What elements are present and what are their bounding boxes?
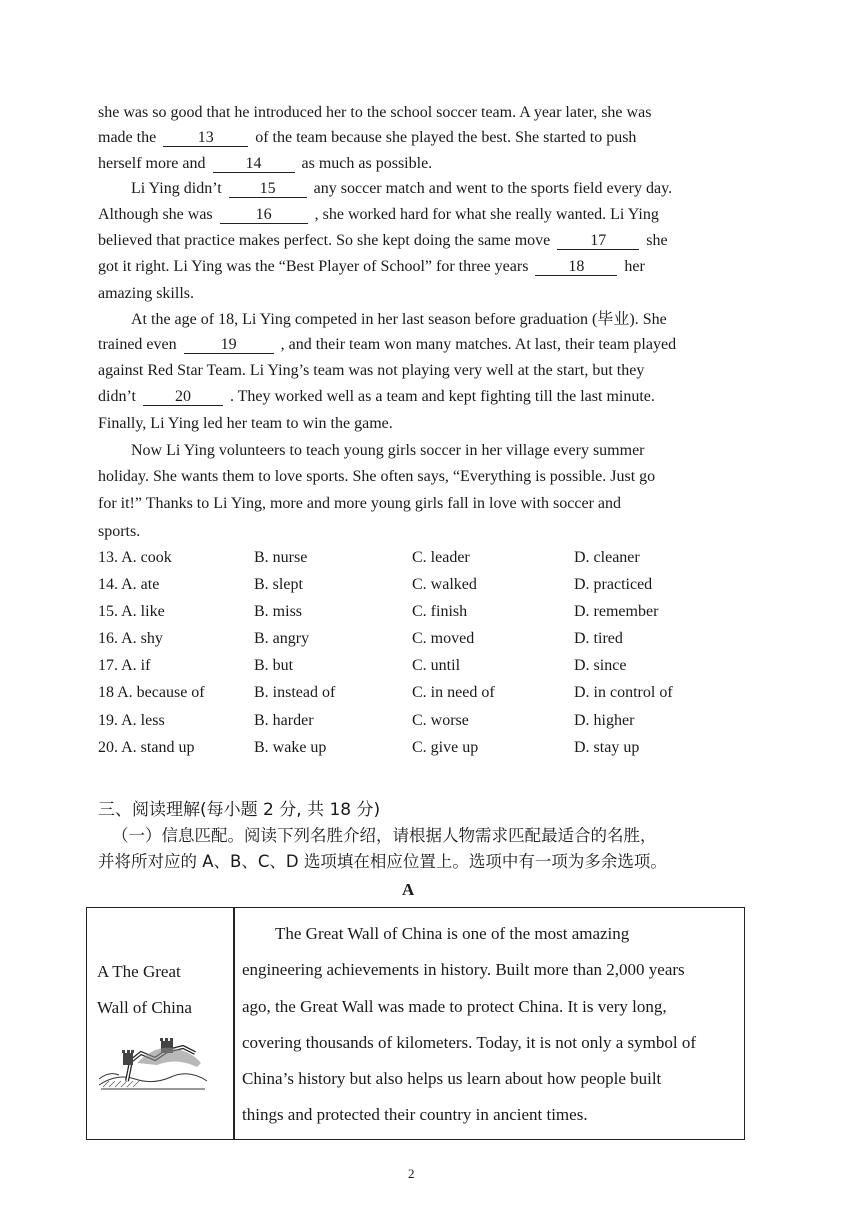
table-divider [233, 908, 235, 1139]
question-options-19 [98, 711, 748, 733]
passage-line: holiday. She wants them to love sports. She often says, “Everything is possible. Just go [98, 468, 656, 485]
passage-text: herself more and [98, 155, 206, 172]
option-c[interactable]: C. until [412, 657, 461, 674]
passage-line [98, 387, 655, 407]
passage-text: . They worked well as a team and kept fighting till the last minute. [229, 388, 655, 405]
passage-line [98, 154, 432, 174]
place-description-line: The Great Wall of China is one of the most amazing [275, 924, 630, 943]
passage-line [131, 179, 672, 199]
passage-text: as much as possible. [301, 155, 433, 172]
passage-text: trained even [98, 336, 177, 353]
instruction-line: （一）信息匹配。阅读下列名胜介绍，请根据人物需求匹配最适合的名胜， [112, 826, 657, 845]
passage-line: Now Li Ying volunteers to teach young girls soccer in her village every summer [131, 442, 645, 459]
page-number: 2 [408, 1166, 415, 1181]
option-b[interactable]: B. instead of [254, 684, 336, 701]
question-options-14 [98, 575, 748, 597]
passage-text: her [624, 258, 645, 275]
passage-line: At the age of 18, Li Ying competed in her last season before graduation (毕业). She [131, 311, 667, 328]
option-d[interactable]: D. in control of [574, 684, 673, 701]
place-description-line: covering thousands of kilometers. Today, it is not only a symbol of [242, 1033, 696, 1052]
instruction-line: 并将所对应的 A、B、C、D 选项填在相应位置上。选项中有一项为多余选项。 [98, 852, 667, 871]
passage-text: , and their team won many matches. At last, their team played [280, 336, 677, 353]
place-description-line: things and protected their country in ancient times. [242, 1105, 588, 1124]
passage-line: against Red Star Team. Li Ying’s team was not playing very well at the start, but they [98, 362, 645, 379]
place-description-line: ago, the Great Wall was made to protect China. It is very long, [242, 997, 667, 1016]
passage-line [98, 231, 668, 251]
answer-blank-16[interactable]: 16 [220, 206, 308, 224]
option-b[interactable]: B. but [254, 657, 294, 674]
option-c[interactable]: C. finish [412, 603, 468, 620]
answer-blank-13[interactable]: 13 [163, 129, 248, 147]
passage-line: she was so good that he introduced her to the school soccer team. A year later, she was [98, 104, 652, 121]
question-options-17 [98, 656, 748, 678]
passage-text: believed that practice makes perfect. So she kept doing the same move [98, 232, 551, 249]
part-label: A [402, 880, 415, 899]
answer-blank-15[interactable]: 15 [229, 180, 307, 198]
place-name: A The Great [97, 962, 181, 981]
passage-text: didn’t [98, 388, 136, 405]
passage-line: sports. [98, 523, 141, 540]
question-options-13 [98, 548, 748, 570]
option-c[interactable]: C. in need of [412, 684, 495, 701]
option-c[interactable]: C. worse [412, 712, 469, 729]
passage-line [98, 257, 645, 277]
section-heading: 三、阅读理解(每小题 2 分, 共 18 分) [98, 800, 381, 820]
option-b[interactable]: B. harder [254, 712, 314, 729]
question-options-16 [98, 629, 748, 651]
passage-text: made the [98, 129, 157, 146]
great-wall-illustration-icon [97, 1023, 209, 1096]
option-b[interactable]: B. slept [254, 576, 303, 593]
question-options-18 [98, 683, 748, 705]
place-table [86, 907, 745, 1140]
passage-line [98, 335, 676, 355]
place-name: Wall of China [97, 998, 192, 1017]
option-b[interactable]: B. miss [254, 603, 303, 620]
option-a[interactable]: 20. A. stand up [98, 739, 195, 756]
option-d[interactable]: D. higher [574, 712, 635, 729]
answer-blank-17[interactable]: 17 [557, 232, 639, 250]
passage-text: , she worked hard for what she really wanted. Li Ying [314, 206, 659, 223]
answer-blank-18[interactable]: 18 [535, 258, 617, 276]
option-a[interactable]: 14. A. ate [98, 576, 160, 593]
passage-line: for it!” Thanks to Li Ying, more and more young girls fall in love with soccer and [98, 495, 621, 512]
passage-text: any soccer match and went to the sports field every day. [313, 180, 673, 197]
answer-blank-19[interactable]: 19 [184, 336, 274, 354]
option-b[interactable]: B. angry [254, 630, 310, 647]
option-d[interactable]: D. remember [574, 603, 659, 620]
answer-blank-14[interactable]: 14 [213, 155, 295, 173]
option-c[interactable]: C. leader [412, 549, 470, 566]
option-a[interactable]: 16. A. shy [98, 630, 163, 647]
passage-text: Li Ying didn’t [131, 180, 222, 197]
option-b[interactable]: B. wake up [254, 739, 327, 756]
option-c[interactable]: C. walked [412, 576, 477, 593]
option-c[interactable]: C. moved [412, 630, 475, 647]
option-b[interactable]: B. nurse [254, 549, 308, 566]
answer-blank-20[interactable]: 20 [143, 388, 223, 406]
passage-line [98, 205, 659, 225]
passage-text: of the team because she played the best. She started to push [255, 129, 637, 146]
passage-text: Although she was [98, 206, 213, 223]
option-c[interactable]: C. give up [412, 739, 479, 756]
passage-text: she [646, 232, 668, 249]
question-options-15 [98, 602, 748, 624]
option-a[interactable]: 17. A. if [98, 657, 151, 674]
option-d[interactable]: D. tired [574, 630, 623, 647]
passage-line: Finally, Li Ying led her team to win the game. [98, 415, 393, 432]
passage-line [98, 128, 636, 148]
question-options-20 [98, 738, 748, 760]
option-a[interactable]: 13. A. cook [98, 549, 172, 566]
place-description-line: China’s history but also helps us learn about how people built [242, 1069, 662, 1088]
option-d[interactable]: D. cleaner [574, 549, 640, 566]
passage-line: amazing skills. [98, 285, 194, 302]
place-description-line: engineering achievements in history. Built more than 2,000 years [242, 960, 685, 979]
option-a[interactable]: 15. A. like [98, 603, 165, 620]
option-a[interactable]: 19. A. less [98, 712, 165, 729]
option-d[interactable]: D. practiced [574, 576, 653, 593]
option-d[interactable]: D. stay up [574, 739, 640, 756]
passage-text: got it right. Li Ying was the “Best Player of School” for three years [98, 258, 529, 275]
option-a[interactable]: 18 A. because of [98, 684, 205, 701]
option-d[interactable]: D. since [574, 657, 627, 674]
